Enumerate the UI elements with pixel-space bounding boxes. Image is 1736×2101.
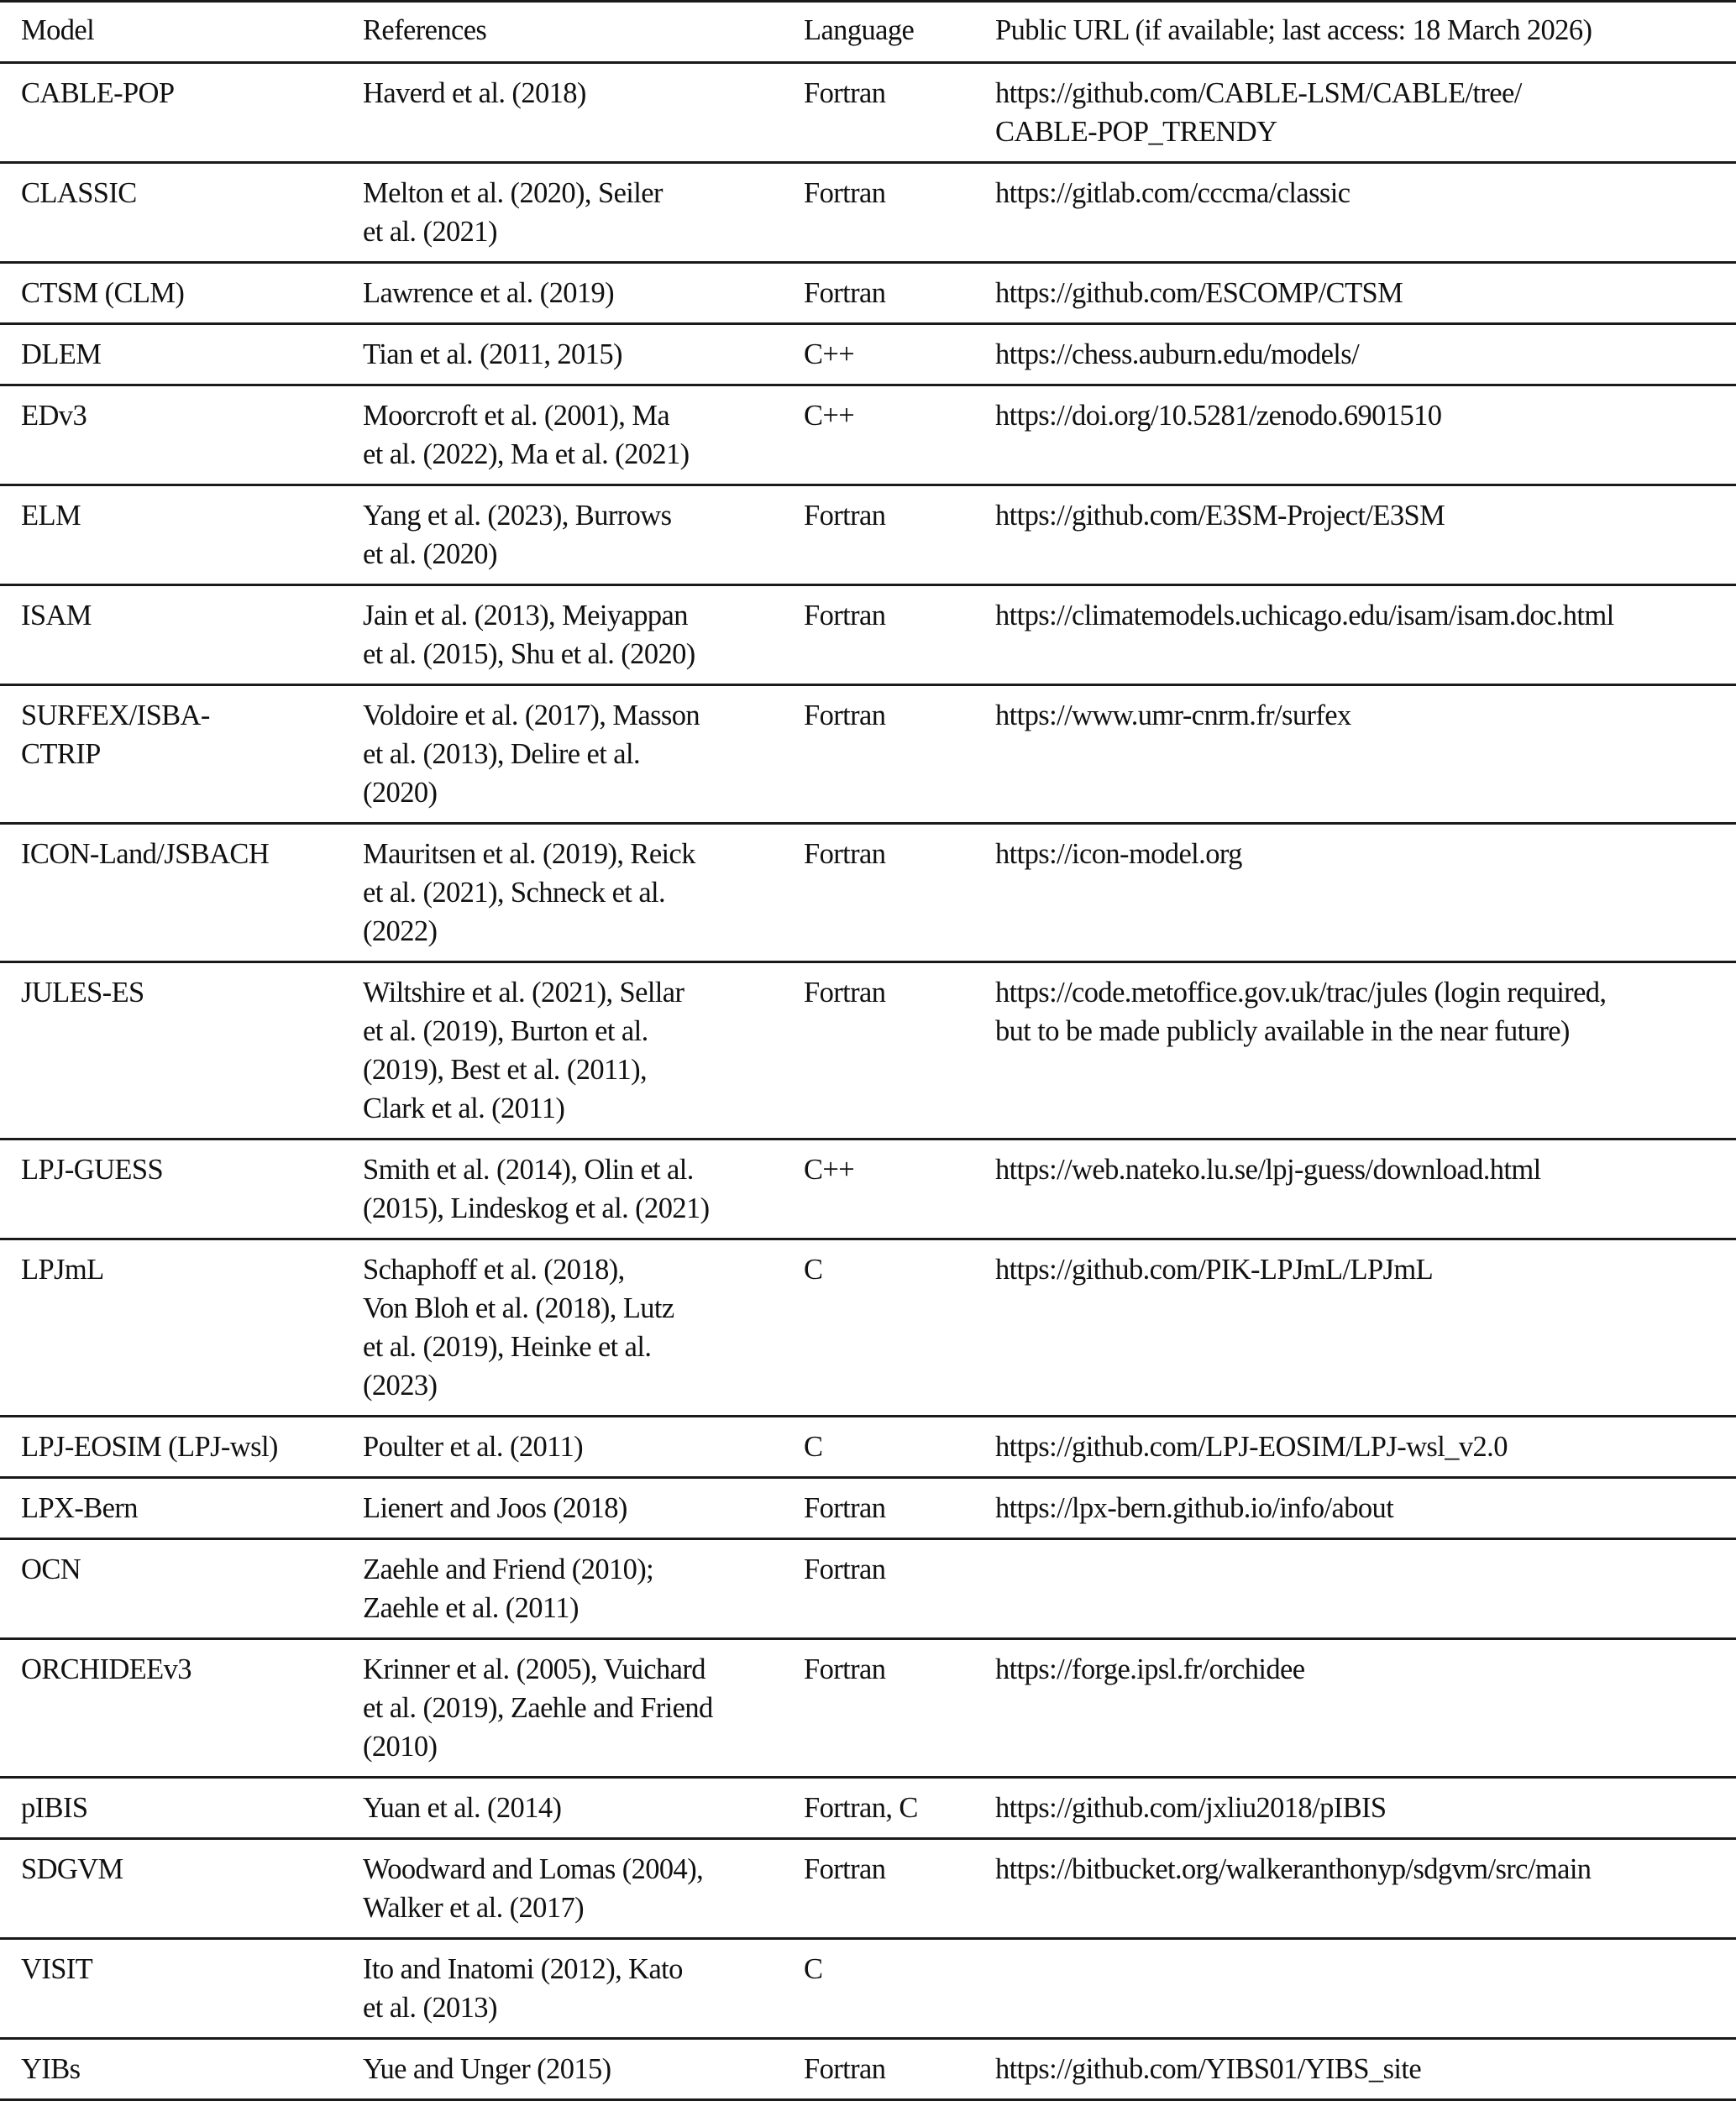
url-cell-line[interactable]: https://github.com/CABLE-LSM/CABLE/tree/ xyxy=(995,77,1522,109)
model-cell xyxy=(0,485,342,585)
references-cell xyxy=(342,685,783,824)
references-cell xyxy=(342,63,783,163)
language-cell: Fortran xyxy=(783,2039,974,2100)
url-cell xyxy=(974,1478,1736,1539)
model-cell-line: CABLE-POP xyxy=(21,77,175,109)
references-cell-line: (2022) xyxy=(363,915,438,947)
language-cell: Fortran xyxy=(783,163,974,263)
url-cell xyxy=(974,824,1736,962)
references-cell xyxy=(342,324,783,385)
references-cell-line: Yue and Unger (2015) xyxy=(363,2053,611,2085)
model-cell-line: ELM xyxy=(21,500,81,532)
language-cell: Fortran xyxy=(783,685,974,824)
model-cell xyxy=(0,385,342,485)
url-cell xyxy=(974,1939,1736,2039)
model-cell xyxy=(0,585,342,685)
references-cell-line: Von Bloh et al. (2018), Lutz xyxy=(363,1292,674,1324)
references-cell-line: et al. (2015), Shu et al. (2020) xyxy=(363,638,695,670)
model-cell xyxy=(0,1478,342,1539)
references-cell xyxy=(342,2039,783,2100)
url-cell-line[interactable]: https://doi.org/10.5281/zenodo.6901510 xyxy=(995,400,1442,432)
model-cell-line: JULES-ES xyxy=(21,977,144,1009)
url-cell-line[interactable]: https://github.com/PIK-LPJmL/LPJmL xyxy=(995,1254,1434,1286)
language-cell: C xyxy=(783,1939,974,2039)
model-cell xyxy=(0,63,342,163)
language-cell: C xyxy=(783,1239,974,1417)
language-cell: Fortran xyxy=(783,263,974,324)
language-cell: C xyxy=(783,1417,974,1478)
url-cell xyxy=(974,962,1736,1140)
references-cell xyxy=(342,824,783,962)
url-cell-line[interactable]: https://web.nateko.lu.se/lpj-guess/download.html xyxy=(995,1154,1541,1186)
language-cell: Fortran xyxy=(783,1539,974,1639)
references-cell-line: Schaphoff et al. (2018), xyxy=(363,1254,625,1286)
references-cell xyxy=(342,163,783,263)
url-cell-line[interactable]: https://github.com/ESCOMP/CTSM xyxy=(995,277,1403,309)
table-row xyxy=(0,685,1736,824)
language-cell: Fortran xyxy=(783,585,974,685)
model-cell-line: OCN xyxy=(21,1553,81,1585)
language-cell: Fortran xyxy=(783,1478,974,1539)
model-cell xyxy=(0,2039,342,2100)
model-cell-line: ORCHIDEEv3 xyxy=(21,1653,191,1685)
url-cell xyxy=(974,1839,1736,1939)
model-cell-line: VISIT xyxy=(21,1953,93,1985)
model-cell xyxy=(0,1539,342,1639)
language-cell: Fortran xyxy=(783,485,974,585)
url-cell-line[interactable]: https://forge.ipsl.fr/orchidee xyxy=(995,1653,1305,1685)
references-cell xyxy=(342,1778,783,1839)
references-cell-line: Lawrence et al. (2019) xyxy=(363,277,615,309)
url-cell xyxy=(974,685,1736,824)
table-header xyxy=(0,2,1736,63)
language-cell: Fortran xyxy=(783,962,974,1140)
references-cell-line: et al. (2020) xyxy=(363,538,497,570)
references-cell-line: Yang et al. (2023), Burrows xyxy=(363,500,672,532)
references-cell xyxy=(342,1478,783,1539)
url-cell-line[interactable]: https://www.umr-cnrm.fr/surfex xyxy=(995,699,1351,731)
references-cell xyxy=(342,1239,783,1417)
references-cell-line: Voldoire et al. (2017), Masson xyxy=(363,699,700,731)
language-cell: Fortran xyxy=(783,63,974,163)
table-row xyxy=(0,1140,1736,1239)
model-cell xyxy=(0,263,342,324)
references-cell-line: Wiltshire et al. (2021), Sellar xyxy=(363,977,684,1009)
header-url: Public URL (if available; last access: 18 March 2026) xyxy=(974,2,1736,63)
model-cell xyxy=(0,824,342,962)
model-cell-line: CLASSIC xyxy=(21,177,137,209)
url-cell-line[interactable]: https://climatemodels.uchicago.edu/isam/isam.doc.html xyxy=(995,600,1614,631)
url-cell xyxy=(974,485,1736,585)
url-cell xyxy=(974,63,1736,163)
references-cell-line: Walker et al. (2017) xyxy=(363,1892,585,1924)
references-cell-line: Smith et al. (2014), Olin et al. xyxy=(363,1154,694,1186)
references-cell-line: et al. (2019), Burton et al. xyxy=(363,1015,648,1047)
url-cell-line[interactable]: https://github.com/YIBS01/YIBS_site xyxy=(995,2053,1422,2085)
table-row xyxy=(0,1939,1736,2039)
references-cell-line: Woodward and Lomas (2004), xyxy=(363,1853,704,1885)
language-cell: C++ xyxy=(783,385,974,485)
references-cell-line: Moorcroft et al. (2001), Ma xyxy=(363,400,670,432)
url-cell-line[interactable]: https://bitbucket.org/walkeranthonyp/sdgvm/src/main xyxy=(995,1853,1592,1885)
table-row xyxy=(0,1539,1736,1639)
url-cell xyxy=(974,1140,1736,1239)
model-cell-line: LPJ-EOSIM (LPJ-wsl) xyxy=(21,1431,278,1463)
table-row xyxy=(0,1639,1736,1778)
table-row xyxy=(0,824,1736,962)
url-cell xyxy=(974,585,1736,685)
table-body xyxy=(0,63,1736,2100)
references-cell xyxy=(342,263,783,324)
references-cell xyxy=(342,585,783,685)
references-cell-line: Mauritsen et al. (2019), Reick xyxy=(363,838,695,870)
model-cell xyxy=(0,1639,342,1778)
table-row xyxy=(0,385,1736,485)
model-cell xyxy=(0,1417,342,1478)
url-cell xyxy=(974,1417,1736,1478)
table-row xyxy=(0,324,1736,385)
url-cell-line[interactable]: https://github.com/jxliu2018/pIBIS xyxy=(995,1792,1387,1824)
references-cell-line: Krinner et al. (2005), Vuichard xyxy=(363,1653,705,1685)
model-cell xyxy=(0,1839,342,1939)
url-cell xyxy=(974,385,1736,485)
model-cell xyxy=(0,163,342,263)
url-cell xyxy=(974,2039,1736,2100)
model-cell-line: CTSM (CLM) xyxy=(21,277,185,309)
url-cell xyxy=(974,263,1736,324)
url-cell xyxy=(974,1539,1736,1639)
table-row xyxy=(0,1239,1736,1417)
language-cell: Fortran xyxy=(783,824,974,962)
url-cell-line[interactable]: but to be made publicly available in the near future) xyxy=(995,1015,1570,1047)
model-cell-line: pIBIS xyxy=(21,1792,88,1824)
references-cell-line: (2019), Best et al. (2011), xyxy=(363,1054,647,1086)
references-cell xyxy=(342,1939,783,2039)
url-cell xyxy=(974,163,1736,263)
references-cell-line: (2010) xyxy=(363,1731,438,1763)
url-cell-line[interactable]: https://github.com/E3SM-Project/E3SM xyxy=(995,500,1445,532)
model-cell-line: LPJ-GUESS xyxy=(21,1154,164,1186)
header-model: Model xyxy=(0,2,342,63)
model-cell-line: ISAM xyxy=(21,600,92,631)
references-cell-line: (2020) xyxy=(363,777,438,809)
model-cell-line: ICON-Land/JSBACH xyxy=(21,838,270,870)
references-cell-line: Jain et al. (2013), Meiyappan xyxy=(363,600,688,631)
model-cell xyxy=(0,1778,342,1839)
references-cell-line: et al. (2022), Ma et al. (2021) xyxy=(363,438,690,470)
references-cell xyxy=(342,385,783,485)
references-cell xyxy=(342,1839,783,1939)
references-cell xyxy=(342,1140,783,1239)
model-cell-line: LPX-Bern xyxy=(21,1492,138,1524)
language-cell: C++ xyxy=(783,324,974,385)
url-cell xyxy=(974,1778,1736,1839)
model-cell xyxy=(0,962,342,1140)
url-cell-line[interactable]: https://gitlab.com/cccma/classic xyxy=(995,177,1351,209)
url-cell-line[interactable]: https://github.com/LPJ-EOSIM/LPJ-wsl_v2.0 xyxy=(995,1431,1508,1463)
table-row xyxy=(0,1417,1736,1478)
url-cell-line[interactable]: https://lpx-bern.github.io/info/about xyxy=(995,1492,1394,1524)
model-cell xyxy=(0,1239,342,1417)
references-cell-line: Yuan et al. (2014) xyxy=(363,1792,562,1824)
header-language: Language xyxy=(783,2,974,63)
references-cell-line: et al. (2013) xyxy=(363,1992,497,2024)
table-row xyxy=(0,962,1736,1140)
references-cell-line: Lienert and Joos (2018) xyxy=(363,1492,627,1524)
url-cell xyxy=(974,1639,1736,1778)
table-row xyxy=(0,1839,1736,1939)
references-cell-line: et al. (2013), Delire et al. xyxy=(363,738,640,770)
model-cell xyxy=(0,685,342,824)
header-references: References xyxy=(342,2,783,63)
url-cell-line[interactable]: https://icon-model.org xyxy=(995,838,1242,870)
references-cell-line: Poulter et al. (2011) xyxy=(363,1431,584,1463)
references-cell-line: Melton et al. (2020), Seiler xyxy=(363,177,663,209)
model-cell-line: CTRIP xyxy=(21,738,101,770)
url-cell xyxy=(974,1239,1736,1417)
model-cell-line: EDv3 xyxy=(21,400,87,432)
references-cell xyxy=(342,1539,783,1639)
model-cell-line: DLEM xyxy=(21,338,102,370)
model-cell xyxy=(0,324,342,385)
model-cell-line: SURFEX/ISBA- xyxy=(21,699,210,731)
model-cell-line: SDGVM xyxy=(21,1853,123,1885)
references-cell-line: Ito and Inatomi (2012), Kato xyxy=(363,1953,683,1985)
url-cell-line[interactable]: CABLE-POP_TRENDY xyxy=(995,116,1277,148)
references-cell xyxy=(342,485,783,585)
model-cell-line: YIBs xyxy=(21,2053,81,2085)
header-row xyxy=(0,2,1736,63)
model-cell-line: LPJmL xyxy=(21,1254,104,1286)
table-row xyxy=(0,2039,1736,2100)
table-row xyxy=(0,1778,1736,1839)
table-row xyxy=(0,263,1736,324)
table-row xyxy=(0,585,1736,685)
table-row xyxy=(0,1478,1736,1539)
references-cell-line: et al. (2021) xyxy=(363,216,497,248)
references-cell-line: Clark et al. (2011) xyxy=(363,1092,565,1124)
url-cell-line[interactable]: https://chess.auburn.edu/models/ xyxy=(995,338,1360,370)
references-cell-line: Zaehle and Friend (2010); xyxy=(363,1553,654,1585)
url-cell xyxy=(974,324,1736,385)
references-cell-line: (2015), Lindeskog et al. (2021) xyxy=(363,1192,710,1224)
url-cell-line[interactable]: https://code.metoffice.gov.uk/trac/jules (login required, xyxy=(995,977,1607,1009)
language-cell: Fortran, C xyxy=(783,1778,974,1839)
language-cell: Fortran xyxy=(783,1639,974,1778)
references-cell xyxy=(342,962,783,1140)
references-cell-line: Tian et al. (2011, 2015) xyxy=(363,338,622,370)
language-cell: Fortran xyxy=(783,1839,974,1939)
references-cell xyxy=(342,1417,783,1478)
references-cell-line: et al. (2021), Schneck et al. xyxy=(363,877,666,909)
table-row xyxy=(0,485,1736,585)
references-cell-line: (2023) xyxy=(363,1370,438,1402)
references-cell-line: et al. (2019), Zaehle and Friend xyxy=(363,1692,713,1724)
table-row xyxy=(0,163,1736,263)
model-cell xyxy=(0,1939,342,2039)
model-cell xyxy=(0,1140,342,1239)
references-cell-line: et al. (2019), Heinke et al. xyxy=(363,1331,652,1363)
references-cell-line: Haverd et al. (2018) xyxy=(363,77,586,109)
language-cell: C++ xyxy=(783,1140,974,1239)
table-row xyxy=(0,63,1736,163)
references-cell xyxy=(342,1639,783,1778)
references-cell-line: Zaehle et al. (2011) xyxy=(363,1592,579,1624)
